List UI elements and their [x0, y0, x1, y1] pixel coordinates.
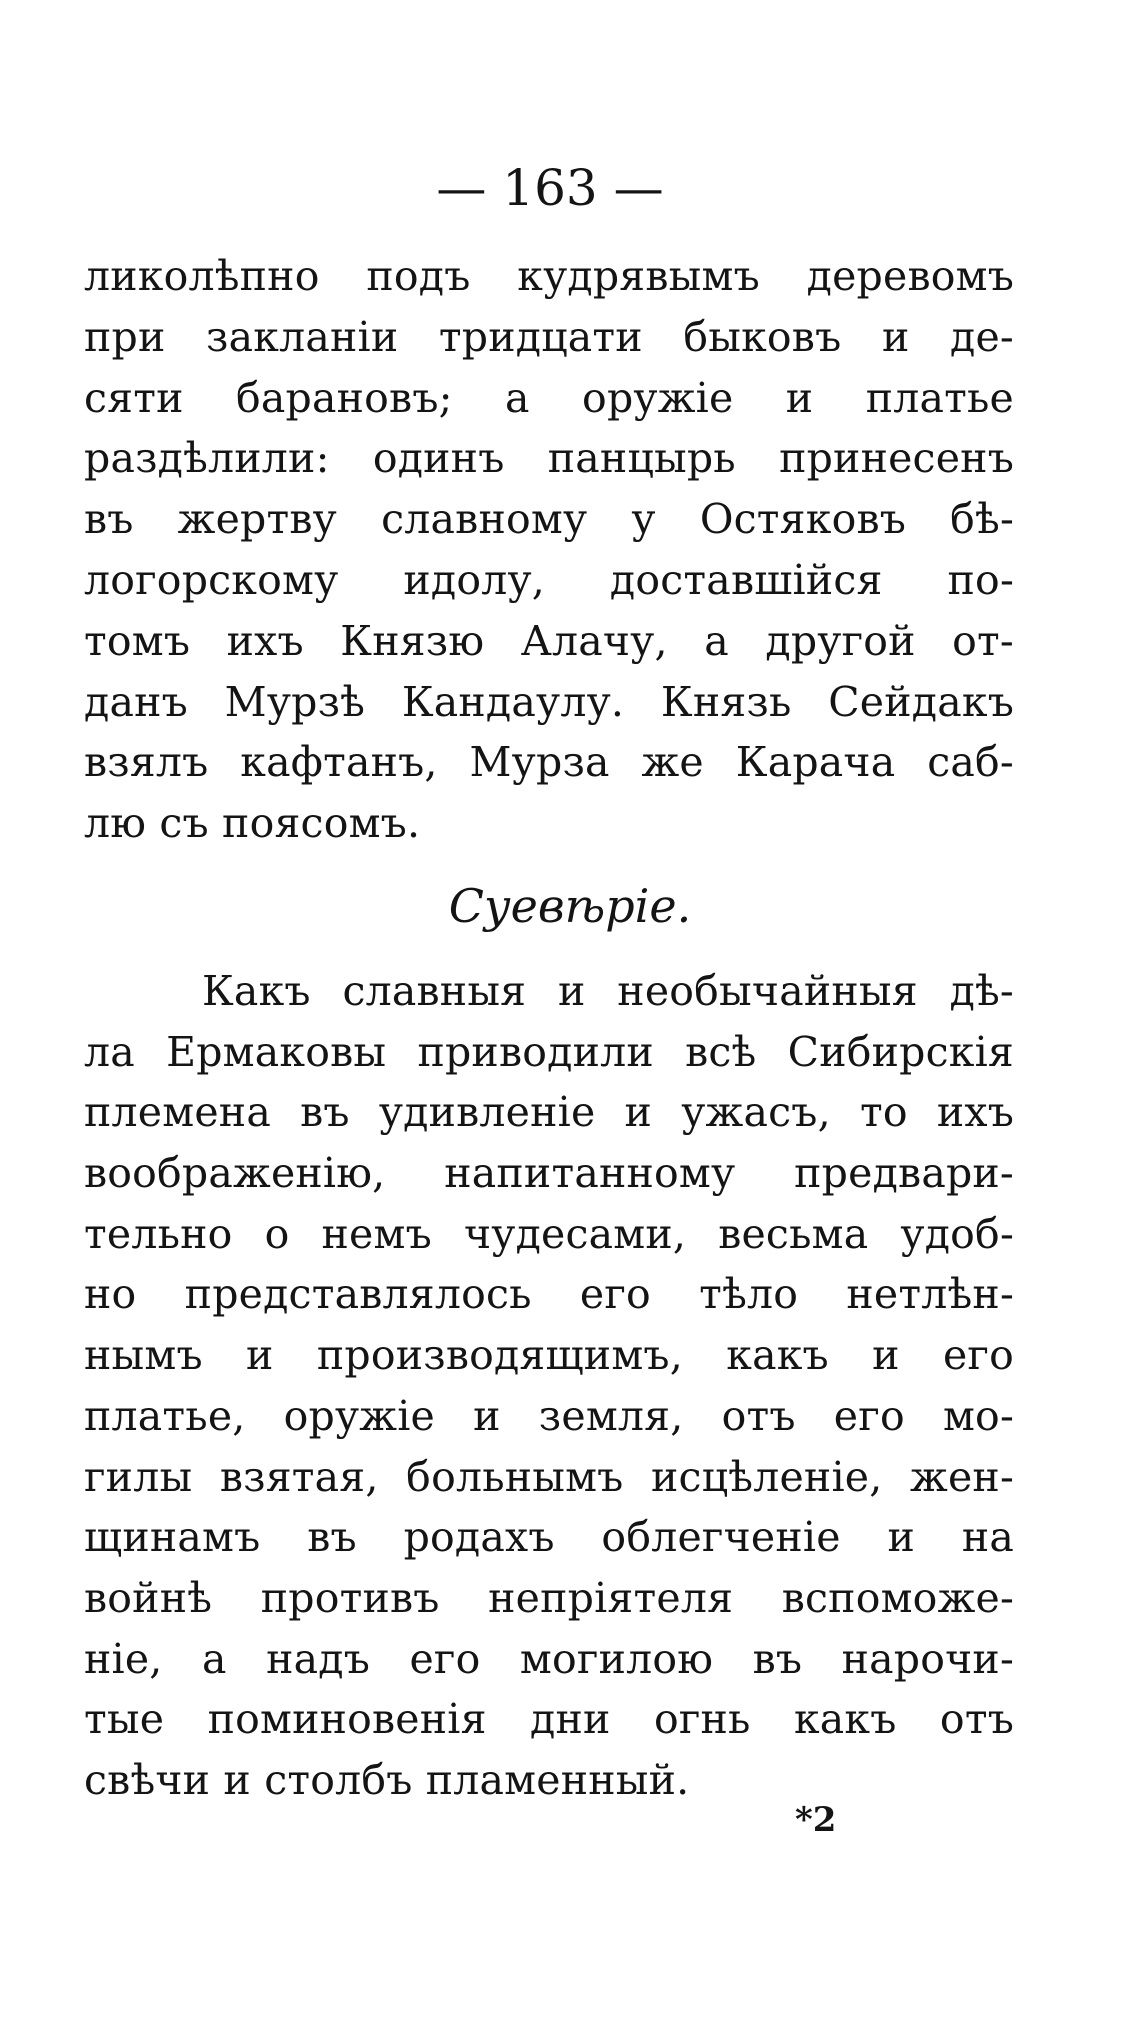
text-line: нымъ и производящимъ, какъ и его — [84, 1331, 1014, 1380]
text-line: свѣчи и столбъ пламенный. — [84, 1755, 690, 1804]
text-line: въ жертву славному у Остяковъ бѣ- — [84, 495, 1014, 544]
text-line: при закланіи тридцати быковъ и де- — [84, 312, 1014, 361]
section-heading: Суевѣріе. — [448, 879, 692, 933]
page-number: — 163 — — [436, 159, 664, 217]
signature-mark: *2 — [795, 1800, 837, 1840]
text-line: щинамъ въ родахъ облегченіе и на — [84, 1513, 1014, 1562]
text-line: раздѣлили: одинъ панцырь принесенъ — [84, 434, 1014, 483]
paragraph-continuation — [84, 246, 1014, 854]
text-line: Какъ славныя и необычайныя дѣ- — [202, 967, 1014, 1015]
text-line: ликолѣпно подъ кудрявымъ деревомъ — [84, 252, 1014, 300]
text-line: гилы взятая, больнымъ исцѣленіе, жен- — [84, 1452, 1014, 1501]
text-line: томъ ихъ Князю Алачу, а другой от- — [84, 616, 1014, 665]
text-line: лю съ поясомъ. — [84, 799, 421, 848]
text-line: платье, оружіе и земля, отъ его мо- — [84, 1391, 1014, 1440]
text-line: воображенію, напитанному предвари- — [84, 1149, 1014, 1198]
text-line: сяти барановъ; а оружіе и платье — [84, 373, 1014, 422]
text-line: ніе, а надъ его могилою въ нарочи- — [84, 1634, 1014, 1683]
text-line: войнѣ противъ непріятеля вспоможе- — [84, 1573, 1014, 1622]
text-line: логорскому идолу, доставшійся по- — [84, 555, 1014, 604]
paragraph-superstition — [84, 961, 1014, 1811]
text-line: данъ Мурзѣ Кандаулу. Князь Сейдакъ — [84, 677, 1014, 726]
text-line: тельно о немъ чудесами, весьма удоб- — [84, 1209, 1014, 1258]
text-line: племена въ удивленіе и ужасъ, то ихъ — [84, 1088, 1014, 1137]
text-line: но представлялось его тѣло нетлѣн- — [84, 1270, 1014, 1319]
text-line: тые поминовенія дни огнь какъ отъ — [84, 1695, 1014, 1744]
text-line: ла Ермаковы приводили всѣ Сибирскія — [84, 1027, 1014, 1076]
text-line: взялъ кафтанъ, Мурза же Карача саб- — [84, 738, 1014, 787]
